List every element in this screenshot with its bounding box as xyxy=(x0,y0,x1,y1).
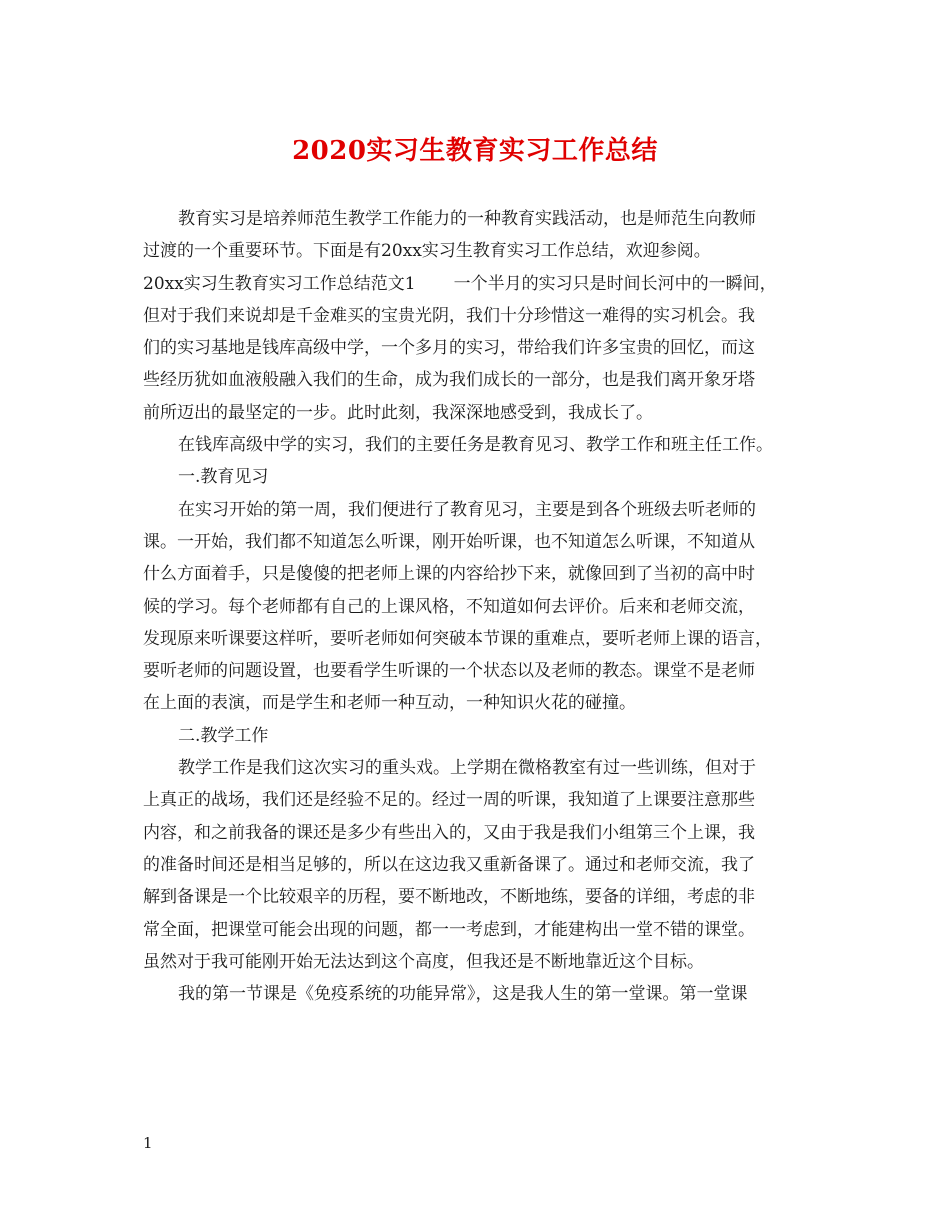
paragraph-text: 一个半月的实习只是时间长河中的一瞬间， xyxy=(453,273,777,294)
paragraph-line: 在钱库高级中学的实习，我们的主要任务是教育见习、教学工作和班主任工作。 xyxy=(178,435,773,456)
paragraph-line: 前所迈出的最坚定的一步。此时此刻，我深深地感受到，我成长了。 xyxy=(143,402,653,423)
document-body xyxy=(143,203,823,1010)
paragraph-line: 要听老师的问题设置，也要看学生听课的一个状态以及老师的教态。课堂不是老师 xyxy=(143,661,755,682)
section-heading: 二.教学工作 xyxy=(178,725,269,746)
paragraph-line: 发现原来听课要这样听，要听老师如何突破本节课的重难点，要听老师上课的语言， xyxy=(143,628,772,649)
paragraph-line: 我的第一节课是《免疫系统的功能异常》，这是我人生的第一堂课。第一堂课 xyxy=(178,984,748,1005)
page-number: 1 xyxy=(143,1134,153,1152)
paragraph-line: 常全面，把课堂可能会出现的问题，都一一考虑到，才能建构出一堂不错的课堂。 xyxy=(143,919,755,940)
document-title: 2020实习生教育实习工作总结 xyxy=(292,136,658,166)
section-heading: 一.教育见习 xyxy=(178,467,269,488)
paragraph-line: 内容，和之前我备的课还是多少有些出入的，又由于我是我们小组第三个上课，我 xyxy=(143,822,755,843)
paragraph-line: 在实习开始的第一周，我们便进行了教育见习，主要是到各个班级去听老师的 xyxy=(178,499,756,520)
paragraph-line: 解到备课是一个比较艰辛的历程，要不断地改，不断地练，要备的详细，考虑的非 xyxy=(143,887,755,908)
paragraph-line: 候的学习。每个老师都有自己的上课风格，不知道如何去评价。后来和老师交流， xyxy=(143,596,755,617)
paragraph-line: 教学工作是我们这次实习的重头戏。上学期在微格教室有过一些训练，但对于 xyxy=(178,758,756,779)
paragraph-line: 过渡的一个重要环节。下面是有20xx实习生教育实习工作总结，欢迎参阅。 xyxy=(143,241,711,262)
paragraph-line: 但对于我们来说却是千金难买的宝贵光阴，我们十分珍惜这一难得的实习机会。我 xyxy=(143,305,755,326)
paragraph-line xyxy=(143,268,823,300)
paragraph-line: 虽然对于我可能刚开始无法达到这个高度，但我还是不断地靠近这个目标。 xyxy=(143,951,704,972)
paragraph-line: 课。一开始，我们都不知道怎么听课，刚开始听课，也不知道怎么听课，不知道从 xyxy=(143,531,755,552)
paragraph-line: 什么方面着手，只是傻傻的把老师上课的内容给抄下来，就像回到了当初的高中时 xyxy=(143,564,755,585)
paragraph-line: 些经历犹如血液般融入我们的生命，成为我们成长的一部分，也是我们离开象牙塔 xyxy=(143,370,755,391)
paragraph-line: 在上面的表演，而是学生和老师一种互动，一种知识火花的碰撞。 xyxy=(143,693,636,714)
paragraph-line: 教育实习是培养师范生教学工作能力的一种教育实践活动，也是师范生向教师 xyxy=(178,209,756,229)
paragraph-line: 们的实习基地是钱库高级中学，一个多月的实习，带给我们许多宝贵的回忆，而这 xyxy=(143,338,755,359)
section-heading: 20xx实习生教育实习工作总结范文1 xyxy=(143,273,416,294)
paragraph-line: 的准备时间还是相当足够的，所以在这边我又重新备课了。通过和老师交流，我了 xyxy=(143,854,755,875)
paragraph-line: 上真正的战场，我们还是经验不足的。经过一周的听课，我知道了上课要注意那些 xyxy=(143,790,755,811)
